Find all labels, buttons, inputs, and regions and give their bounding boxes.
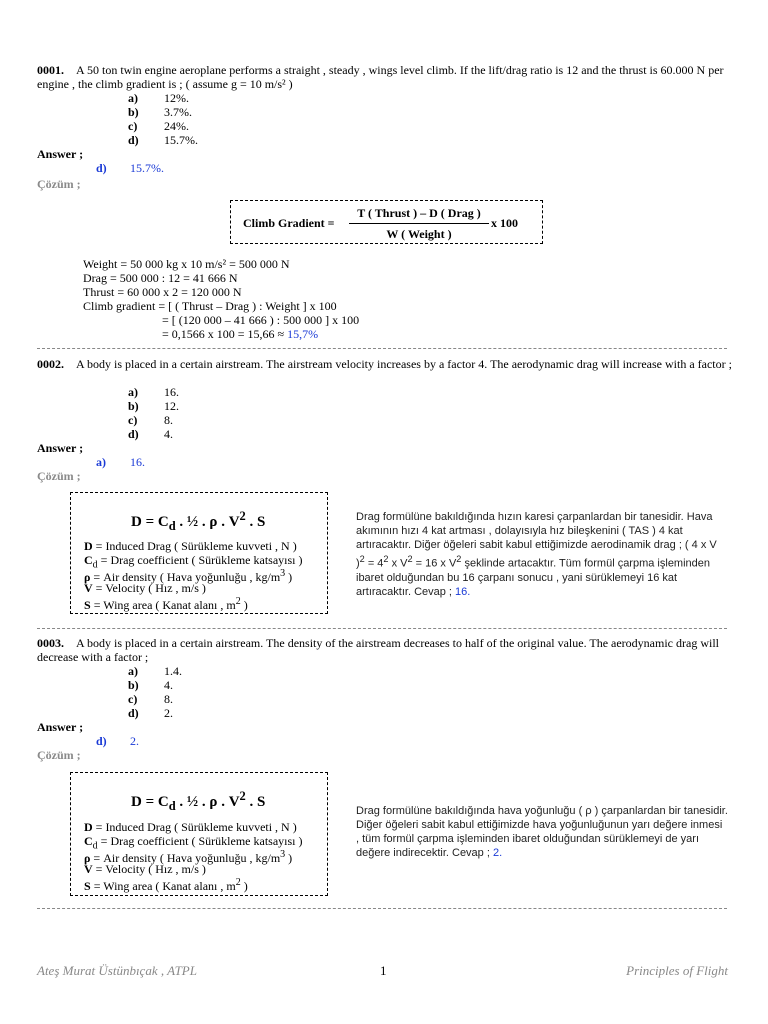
- q2-number: 0002.: [37, 357, 64, 371]
- q2-explanation: Drag formülüne bakıldığında hızın karesi çarpanlardan bir tanesidir. Hava akımının hızı 4 kat artması , dolayısıyla hız bileşkenini ( TAS ) 4 kat artıracaktır. Diğer öğeleri sabit kabul ettiğimizde aerodinamik drag ; ( 4 x V )$^2 = 4^2$ x $V^2 = 16$ x $V^2$ şeklinde artacaktır. Tüm formül çarpma işleminden ibaret olduğundan bu 16 çarpanı sonucu , yani sürüklemeyi 16 kat artıracaktır. Cevap ; 16.: [356, 511, 717, 598]
- q1-number: 0001.: [37, 63, 64, 77]
- footer-page-number: 1: [380, 963, 387, 978]
- q3-answer-label: Answer ;: [37, 720, 84, 734]
- q2-text: [37, 357, 737, 371]
- def-coefficient: $C_d$ = Drag coefficient ( Sürükleme katsayısı ): [84, 834, 303, 852]
- def-area: S = Wing area ( Kanat alanı , $m^2$ ): [84, 877, 248, 893]
- separator: [37, 348, 727, 349]
- def-drag: D = Induced Drag ( Sürükleme kuvveti , N ): [84, 539, 297, 553]
- footer-author: Ateş Murat Üstünbıçak , ATPL: [37, 963, 197, 978]
- q1-answer-label: Answer ;: [37, 147, 84, 161]
- calc-line-5: = [ (120 000 – 41 666 ) : 500 000 ] x 100: [162, 313, 360, 327]
- q2-option-c: c) 8.: [128, 413, 173, 427]
- formula-numerator: T ( Thrust ) – D ( Drag ): [349, 206, 489, 224]
- q1-answer: d) 15.7%.: [96, 161, 164, 175]
- q2-cozum-label: Çözüm ;: [37, 469, 81, 483]
- q2-option-a: a) 16.: [128, 385, 179, 399]
- q3-option-d: d) 2.: [128, 706, 173, 720]
- def-area: S = Wing area ( Kanat alanı , $m^2$ ): [84, 596, 248, 612]
- formula-right: x 100: [491, 216, 518, 230]
- calc-line-3: Thrust = 60 000 x 2 = 120 000 N: [83, 285, 242, 299]
- q1-cozum-label: Çözüm ;: [37, 177, 81, 191]
- q1-option-d: d) 15.7%.: [128, 133, 198, 147]
- drag-formula: $D = C_d$ . ½ . ρ . $V^2$ . S: [131, 509, 266, 533]
- def-drag: D = Induced Drag ( Sürükleme kuvveti , N ): [84, 820, 297, 834]
- q3-answer: d) 2.: [96, 734, 139, 748]
- formula-denominator: W ( Weight ): [386, 227, 452, 241]
- separator: [37, 908, 727, 909]
- q3-question: A body is placed in a certain airstream. The density of the airstream decreases to half of the original value. The aerodynamic drag will decrease with a factor ;: [37, 636, 719, 664]
- calc-line-1: Weight = 50 000 kg x 10 m/s² = 500 000 N: [83, 257, 290, 271]
- def-coefficient: $C_d$ = Drag coefficient ( Sürükleme katsayısı ): [84, 553, 303, 571]
- separator: [37, 628, 727, 629]
- q1-option-b: b) 3.7%.: [128, 105, 192, 119]
- q3-option-c: c) 8.: [128, 692, 173, 706]
- formula-left: Climb Gradient =: [243, 216, 335, 230]
- def-velocity: V = Velocity ( Hız , m/s ): [84, 581, 206, 595]
- q1-option-a: a) 12%.: [128, 91, 189, 105]
- q3-text: [37, 636, 737, 664]
- def-density: ρ = Air density ( Hava yoğunluğu , $kg/m^3$ ): [84, 849, 293, 865]
- calc-line-4: Climb gradient = [ ( Thrust – Drag ) : Weight ] x 100: [83, 299, 337, 313]
- drag-formula: $D = C_d$ . ½ . ρ . $V^2$ . S: [131, 789, 266, 813]
- def-velocity: V = Velocity ( Hız , m/s ): [84, 862, 206, 876]
- q3-cozum-label: Çözüm ;: [37, 748, 81, 762]
- q1-question: A 50 ton twin engine aeroplane performs a straight , steady , wings level climb. If the lift/drag ratio is 12 and the thrust is 60.000 N per engine , the climb gradient is ; ( assume g = 10 m/s² ): [37, 63, 724, 91]
- calc-line-2: Drag = 500 000 : 12 = 41 666 N: [83, 271, 238, 285]
- drag-formula-box-q2: [70, 492, 328, 614]
- q2-question: A body is placed in a certain airstream. The airstream velocity increases by a factor 4. The aerodynamic drag will increase with a factor ;: [76, 357, 732, 371]
- q1-option-c: c) 24%.: [128, 119, 189, 133]
- calc-line-6: = 0,1566 x 100 = 15,66 ≈ 15,7%: [162, 327, 319, 341]
- drag-formula-box-q3: [70, 772, 328, 896]
- q2-option-b: b) 12.: [128, 399, 179, 413]
- q2-answer: a) 16.: [96, 455, 145, 469]
- q2-option-d: d) 4.: [128, 427, 173, 441]
- climb-gradient-formula-box: [230, 200, 543, 244]
- q3-number: 0003.: [37, 636, 64, 650]
- formula-fraction: [349, 206, 489, 241]
- q2-answer-label: Answer ;: [37, 441, 84, 455]
- q3-option-a: a) 1.4.: [128, 664, 182, 678]
- q3-explanation: Drag formülüne bakıldığında hava yoğunluğu ( ρ ) çarpanlardan bir tanesidir. Diğer öğeleri sabit kabul ettiğimizde hava yoğunluğunun yarı değere inmesi , tüm formül çarpma işleminden ibaret olduğundan sürüklemeyi de yarı değere indirecektir. Cevap ; 2.: [356, 805, 728, 859]
- def-density: ρ = Air density ( Hava yoğunluğu , $kg/m^3$ ): [84, 568, 293, 584]
- q3-option-b: b) 4.: [128, 678, 173, 692]
- calc-result: 15,7%: [287, 327, 319, 341]
- footer-subject: Principles of Flight: [626, 963, 728, 978]
- q1-text: [37, 63, 737, 91]
